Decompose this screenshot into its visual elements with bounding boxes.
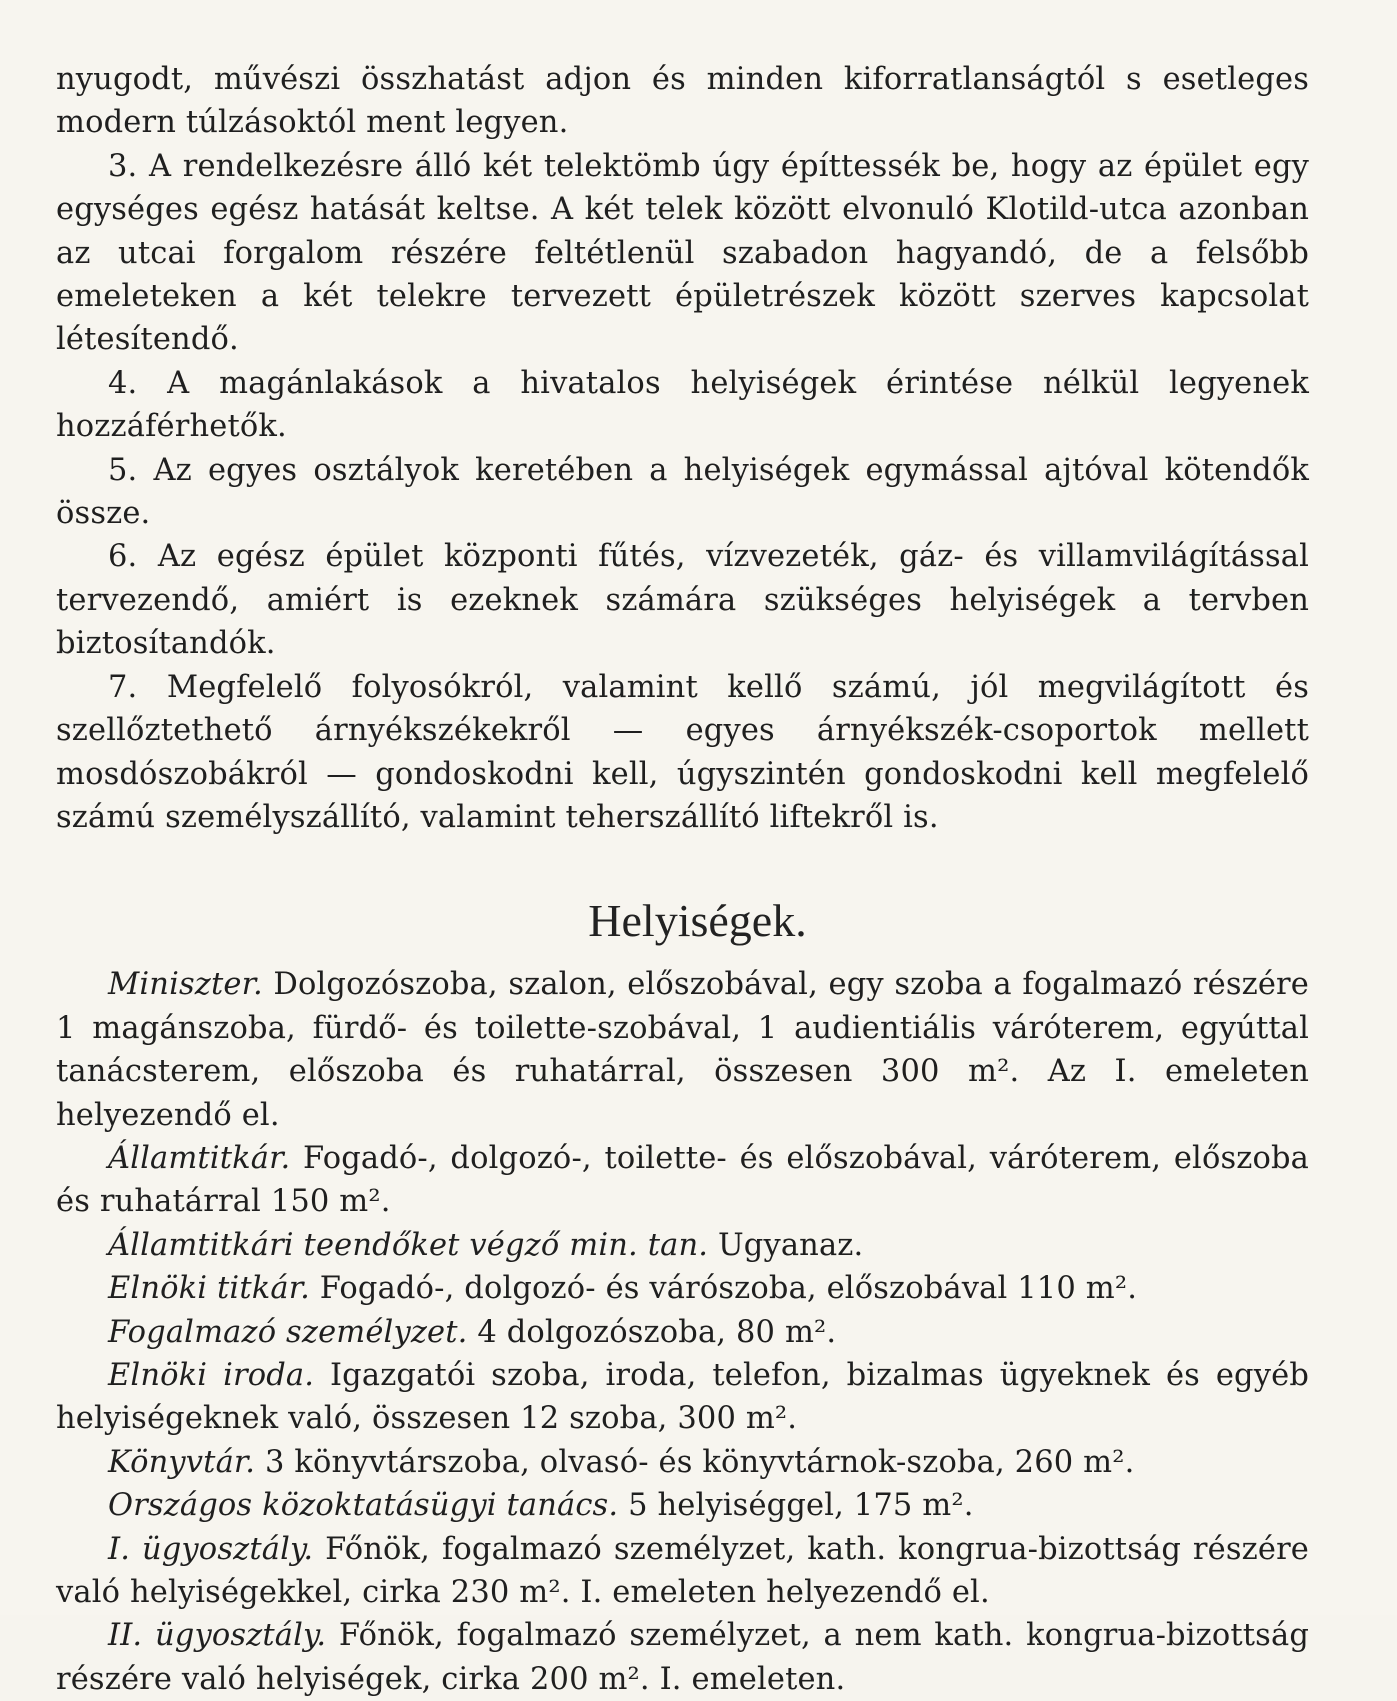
room-label: Fogalmazó személyzet. [108, 1314, 468, 1350]
paragraph-continuation: nyugodt, művészi összhatást adjon és minden kiforratlanságtól s esetleges modern túlzásoktól ment legyen. [56, 62, 1309, 141]
room-text: Igazgatói szoba, iroda, telefon, bizalmas ügyeknek és egyéb helyiségeknek való, összesen 12 szoba, 300 m². [56, 1357, 1309, 1437]
room-label: Elnöki titkár. [108, 1271, 310, 1307]
room-label: Könyvtár. [108, 1444, 256, 1480]
room-entry [56, 1224, 1309, 1267]
room-entry [56, 1441, 1309, 1484]
paragraph-6: 6. Az egész épület központi fűtés, vízvezeték, gáz- és villamvilágítással tervezendő, amiért is ezeknek számára szükséges helyiségek a tervben biztosítandók. [56, 539, 1309, 662]
room-entry [56, 1267, 1309, 1310]
room-label: Elnöki iroda. [108, 1357, 315, 1393]
room-text: Dolgozószoba, szalon, előszobával, egy szoba a fogalmazó részére 1 magánszoba, fürdő- és toilette-szobával, 1 audientiális váróterem, egyúttal tanácsterem, előszoba és ruhatárral, összesen 300 m². Az I. emeleten helyezendő el. [56, 967, 1309, 1133]
room-label: I. ügyosztály. [108, 1531, 314, 1567]
room-label: Államtitkári teendőket végző min. tan. [108, 1227, 709, 1263]
room-entry [56, 1484, 1309, 1527]
room-text: Fogadó-, dolgozó- és várószoba, előszobával 110 m². [309, 1271, 1138, 1307]
room-text: Ugyanaz. [708, 1227, 864, 1263]
room-text: Főnök, fogalmazó személyzet, kath. kongrua-bizottság részére való helyiségekkel, cirka 230 m². I. emeleten helyezendő el. [56, 1531, 1309, 1610]
room-label: II. ügyosztály. [108, 1618, 327, 1654]
paragraph-4: 4. A magánlakások a hivatalos helyiségek érintése nélkül legyenek hozzáférhetők. [56, 365, 1309, 445]
room-text: 5 helyiséggel, 175 m². [618, 1488, 974, 1524]
paragraph-5: 5. Az egyes osztályok keretében a helyiségek egymással ajtóval kötendők össze. [56, 452, 1309, 532]
room-entry [56, 1528, 1309, 1615]
paragraph-3: 3. A rendelkezésre álló két telektömb úgy építtessék be, hogy az épület egy egységes egész hatását keltse. A két telek között elvonuló Klotild-utca azonban az utcai forgalom részére feltétlenül szabadon hagyandó, de a felsőbb emeleteken a két telekre tervezett épületrészek között szerves kapcsolat létesítendő. [56, 148, 1309, 358]
room-text: Főnök, fogalmazó személyzet, a nem kath. kongrua-bizottság részére való helyiségek, cirka 200 m². I. emeleten. [56, 1618, 1309, 1697]
room-label: Államtitkár. [108, 1140, 291, 1176]
room-entry [56, 1614, 1309, 1701]
room-label: Miniszter. [108, 967, 263, 1003]
room-text: 3 könyvtárszoba, olvasó- és könyvtárnok-szoba, 260 m². [255, 1444, 1135, 1480]
room-entry [56, 963, 1309, 1137]
room-entry [56, 1354, 1309, 1441]
room-text: Fogadó-, dolgozó-, toilette- és előszobával, váróterem, előszoba és ruhatárral 150 m². [56, 1140, 1309, 1220]
room-label: Országos közoktatásügyi tanács. [108, 1488, 619, 1524]
room-text: 4 dolgozószoba, 80 m². [467, 1314, 837, 1350]
room-entry [56, 1137, 1309, 1224]
section-heading: Helyiségek. [588, 895, 807, 947]
room-entry [56, 1311, 1309, 1354]
paragraph-7: 7. Megfelelő folyosókról, valamint kellő számú, jól megvilágított és szellőztethető árnyékszékekről — egyes árnyékszék-csoportok mellett mosdószobákról — gondoskodni kell, úgyszintén gondoskodni kell megfelelő számú személyszállító, valamint teherszállító liftekről is. [56, 669, 1309, 835]
